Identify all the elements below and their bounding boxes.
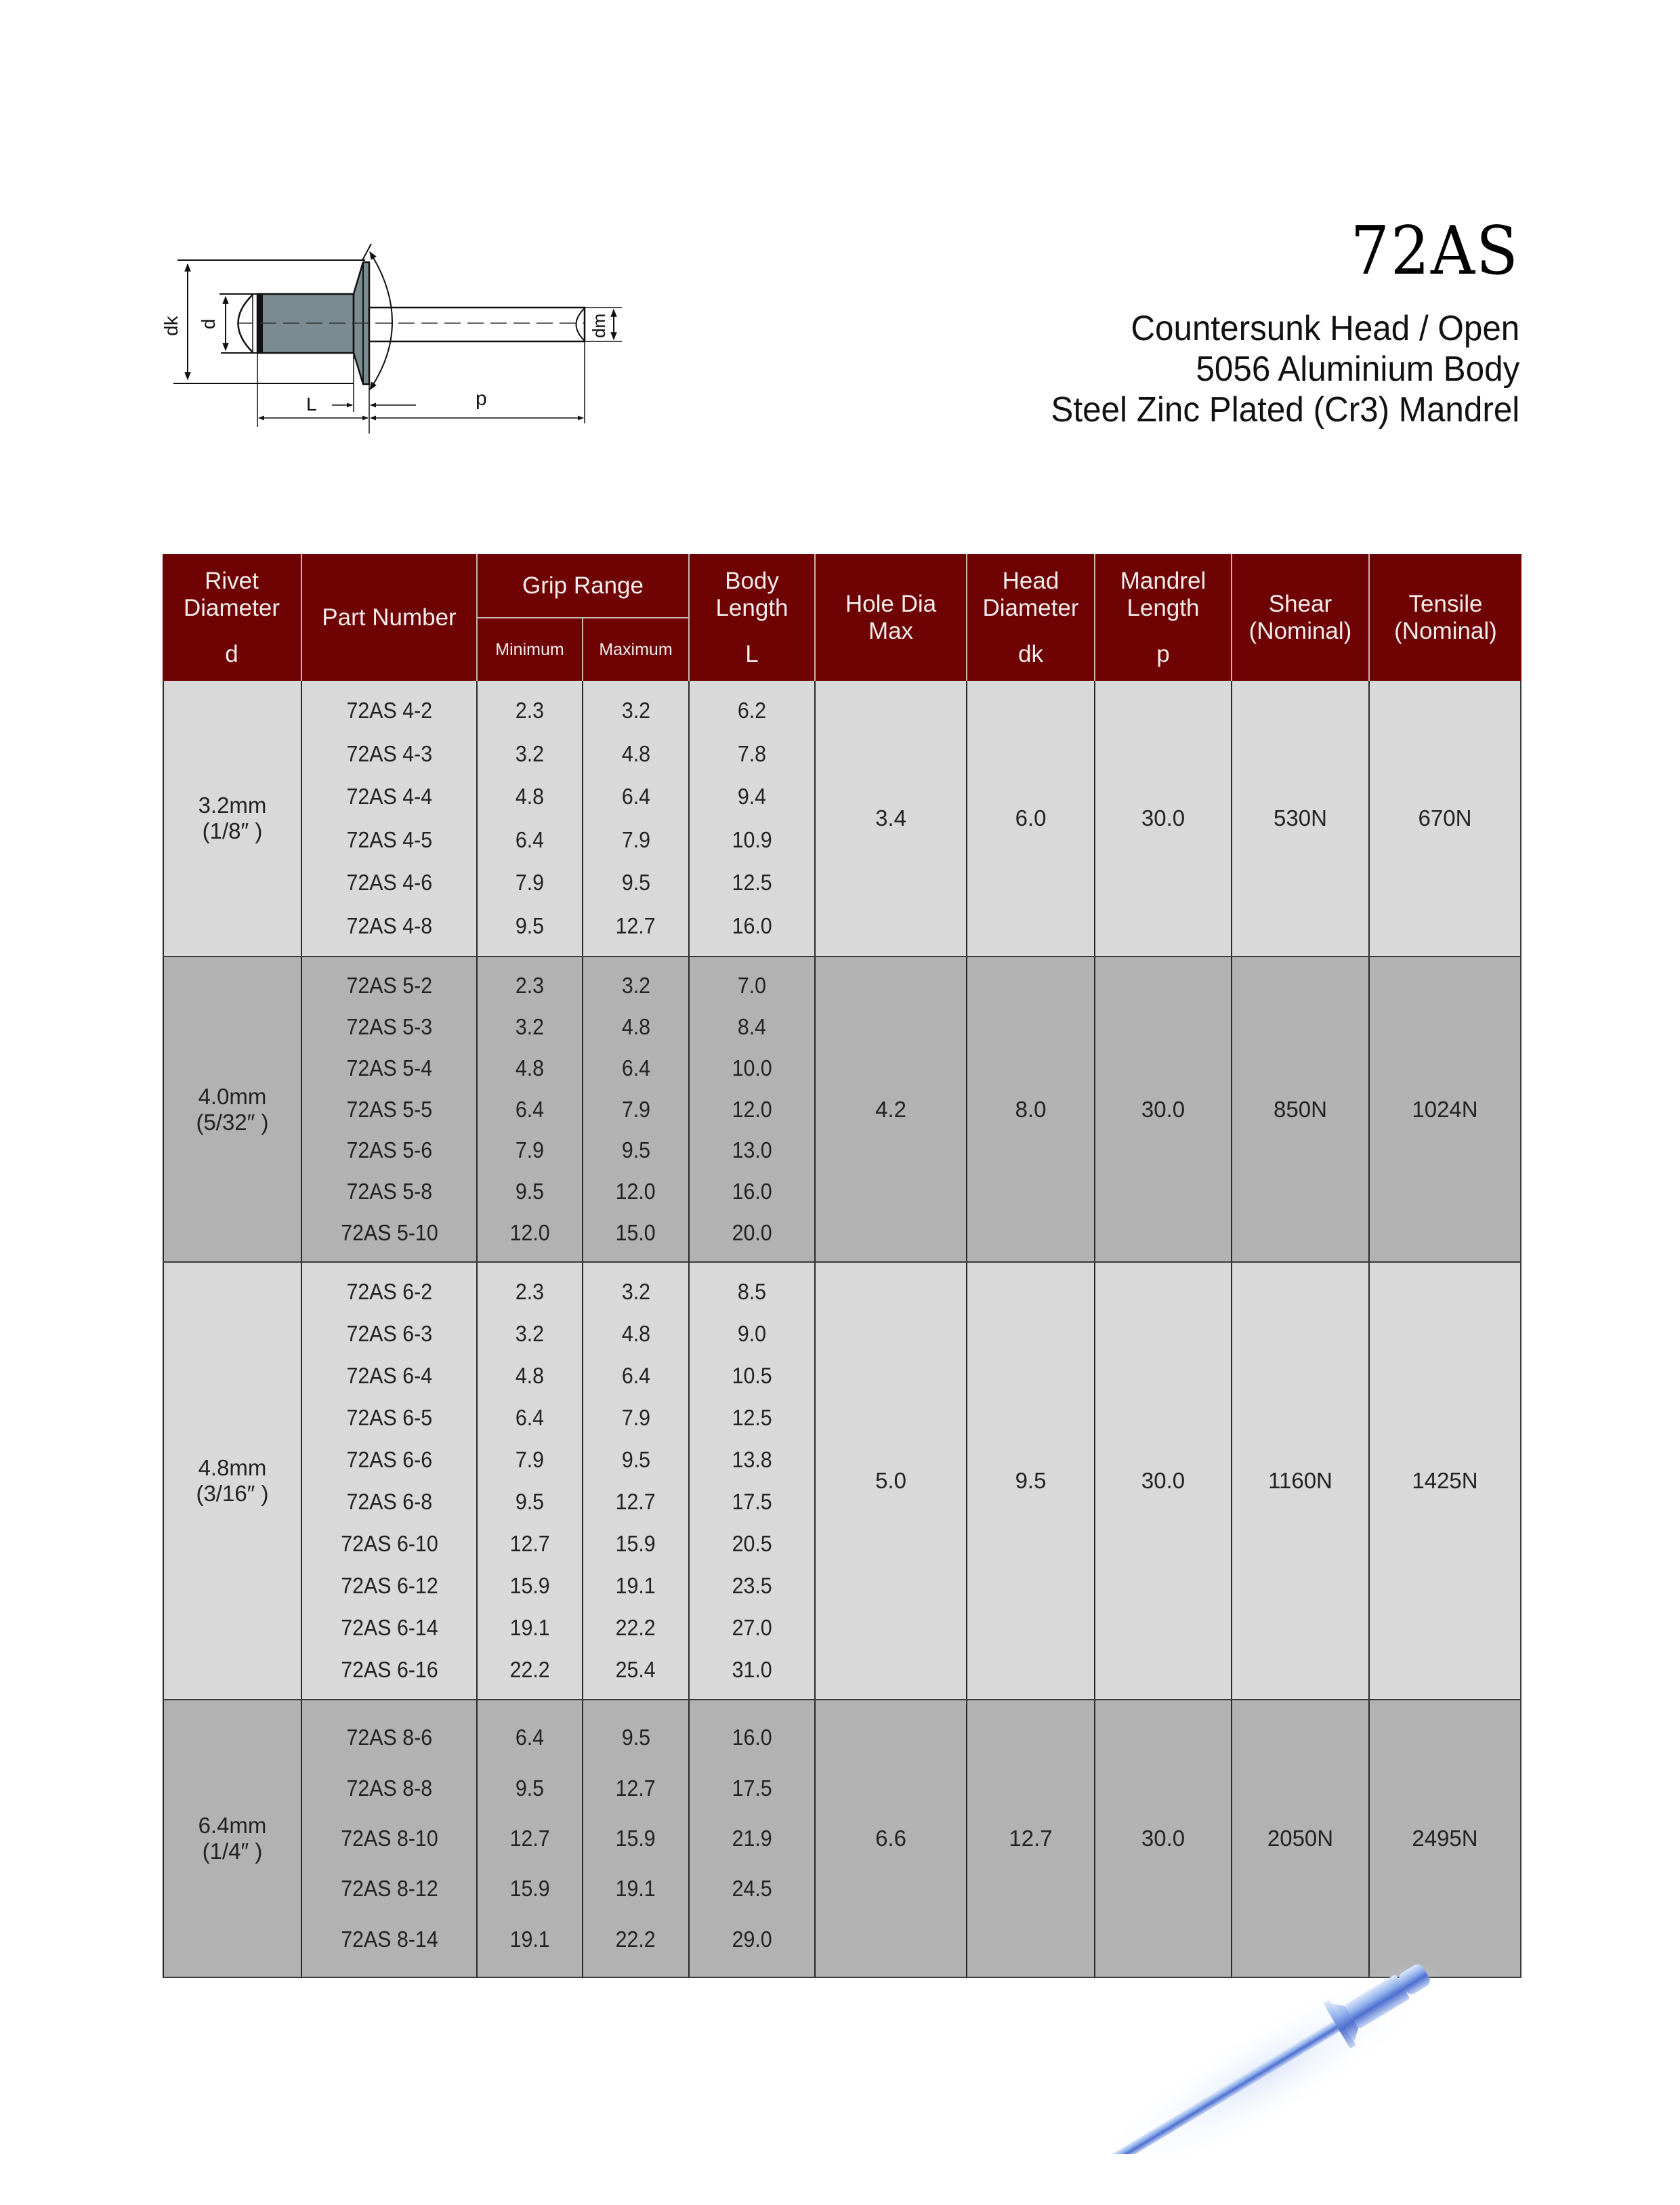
part-number: 72AS 5-10 <box>340 1220 438 1246</box>
body-length-value: 20.5 <box>732 1531 772 1556</box>
part-number: 72AS 5-6 <box>346 1137 432 1163</box>
grip-min-value: 4.8 <box>515 784 545 810</box>
body-length-value: 7.8 <box>737 740 767 766</box>
rivet-diameter-cell <box>163 681 302 956</box>
mandrel-length-value: 30.0 <box>1141 1826 1185 1851</box>
grip-max-value: 12.7 <box>615 1489 656 1514</box>
grip-min-value: 12.7 <box>509 1531 550 1556</box>
grip-min-value: 19.1 <box>509 1615 550 1640</box>
tensile-value: 1024N <box>1412 1096 1478 1122</box>
grip-max-value: 12.0 <box>615 1179 656 1204</box>
part-number: 72AS 4-3 <box>346 740 432 766</box>
header-text: Head <box>1002 567 1059 594</box>
body-length-cell <box>690 957 816 1261</box>
head-diameter-cell <box>967 1263 1095 1699</box>
grip-max-value: 7.9 <box>621 1405 650 1430</box>
grip-max-value: 3.2 <box>621 698 650 723</box>
header-body-length <box>690 554 816 681</box>
header-text: Body <box>725 567 779 594</box>
tensile-cell <box>1370 1263 1521 1699</box>
body-length-value: 17.5 <box>732 1489 772 1514</box>
rivet-diameter-cell <box>163 957 302 1261</box>
tensile-value: 2495N <box>1412 1826 1478 1851</box>
part-number: 72AS 6-10 <box>340 1531 438 1556</box>
hole-dia-value: 4.2 <box>875 1096 906 1122</box>
part-number: 72AS 5-8 <box>346 1179 432 1204</box>
grip-min-value: 4.8 <box>515 1055 545 1080</box>
body-length-value: 7.0 <box>737 972 767 998</box>
header-text: Mandrel <box>1120 567 1206 594</box>
header-text: Length <box>715 594 789 621</box>
body-length-value: 16.0 <box>732 912 772 938</box>
grip-max-value: 7.9 <box>621 826 650 852</box>
body-length-value: 12.5 <box>732 870 772 896</box>
grip-max-cell <box>583 1263 690 1699</box>
table-header <box>163 554 1521 681</box>
tensile-value: 670N <box>1418 805 1472 831</box>
subtitle-line-body-material: 5056 Aluminium Body <box>1196 350 1519 389</box>
hole-dia-value: 6.6 <box>875 1826 906 1851</box>
dm-label: dm <box>589 313 609 338</box>
diameter-mm: 6.4mm <box>198 1813 267 1838</box>
tensile-value: 1425N <box>1412 1468 1478 1493</box>
mandrel-length-cell <box>1095 1263 1232 1699</box>
header-text: Diameter <box>184 594 280 621</box>
body-length-value: 8.4 <box>737 1013 767 1039</box>
diameter-mm: 3.2mm <box>198 793 267 818</box>
tensile-cell <box>1370 957 1521 1261</box>
part-number: 72AS 8-10 <box>340 1825 438 1851</box>
body-length-value: 20.0 <box>732 1220 772 1246</box>
part-number: 72AS 5-2 <box>346 972 432 998</box>
subtitle-line-mandrel-material: Steel Zinc Plated (Cr3) Mandrel <box>1051 390 1519 429</box>
grip-max-value: 12.7 <box>615 912 656 938</box>
body-length-value: 21.9 <box>732 1825 772 1851</box>
grip-max-value: 22.2 <box>615 1926 656 1952</box>
hole-dia-cell <box>816 957 967 1261</box>
body-length-cell <box>690 1263 816 1699</box>
mandrel-length-cell <box>1095 957 1232 1261</box>
diameter-mm: 4.0mm <box>198 1083 267 1109</box>
body-length-value: 23.5 <box>732 1573 772 1598</box>
body-length-value: 13.8 <box>732 1447 772 1472</box>
grip-max-value: 15.9 <box>615 1825 656 1851</box>
body-length-value: 6.2 <box>737 698 767 723</box>
grip-min-value: 9.5 <box>515 1775 545 1801</box>
part-number: 72AS 6-5 <box>346 1405 432 1430</box>
grip-max-value: 19.1 <box>615 1876 656 1902</box>
body-length-value: 10.5 <box>732 1363 772 1388</box>
model-title: 72AS <box>1351 213 1519 290</box>
grip-min-value: 6.4 <box>515 826 545 852</box>
hole-dia-value: 5.0 <box>875 1468 906 1493</box>
grip-min-value: 2.3 <box>515 1279 545 1304</box>
grip-max-value: 6.4 <box>621 1055 650 1080</box>
head-diameter-value: 9.5 <box>1015 1468 1047 1493</box>
header-symbol: d <box>225 640 238 667</box>
grip-min-value: 12.0 <box>509 1220 550 1246</box>
grip-min-cell <box>478 681 583 956</box>
grip-min-value: 2.3 <box>515 972 545 998</box>
grip-min-value: 9.5 <box>515 912 545 938</box>
grip-min-value: 6.4 <box>515 1096 545 1122</box>
grip-max-value: 4.8 <box>621 1321 650 1346</box>
body-length-value: 9.0 <box>737 1321 767 1346</box>
body-length-value: 9.4 <box>737 784 767 810</box>
part-number: 72AS 6-8 <box>346 1489 432 1514</box>
body-length-value: 13.0 <box>732 1137 772 1163</box>
grip-min-value: 7.9 <box>515 1137 545 1163</box>
grip-min-value: 9.5 <box>515 1489 545 1514</box>
rivet-diameter-cell <box>163 1700 302 1977</box>
body-length-value: 29.0 <box>732 1926 772 1952</box>
head-diameter-value: 12.7 <box>1009 1826 1053 1851</box>
head-diameter-value: 6.0 <box>1015 805 1047 831</box>
body-length-value: 12.0 <box>732 1096 772 1122</box>
header-text: (Nominal) <box>1248 617 1352 644</box>
header-part-number <box>302 554 478 681</box>
part-number: 72AS 6-4 <box>346 1363 432 1388</box>
grip-max-value: 15.0 <box>615 1220 656 1246</box>
header-symbol: L <box>745 640 759 667</box>
body-length-value: 10.9 <box>732 826 772 852</box>
header-text: Tensile <box>1408 590 1483 617</box>
tensile-cell <box>1370 1700 1521 1977</box>
grip-max-value: 9.5 <box>621 1137 650 1163</box>
hole-dia-cell <box>816 1700 967 1977</box>
rivet-diameter-cell <box>163 1263 302 1699</box>
header-text: Part Number <box>322 604 457 631</box>
diameter-inch: (1/8″ ) <box>202 818 263 843</box>
shear-cell <box>1232 1700 1370 1977</box>
header-grip-min <box>478 618 583 681</box>
grip-min-value: 3.2 <box>515 1013 545 1039</box>
grip-min-value: 22.2 <box>509 1657 550 1682</box>
part-number: 72AS 6-6 <box>346 1447 432 1472</box>
part-number: 72AS 4-4 <box>346 784 432 810</box>
head-diameter-value: 8.0 <box>1015 1096 1047 1122</box>
grip-min-cell <box>478 1700 583 1977</box>
table-group <box>163 957 1521 1263</box>
subtitle-line-head-type: Countersunk Head / Open <box>1131 309 1519 348</box>
shear-cell <box>1232 957 1370 1261</box>
part-number: 72AS 4-8 <box>346 912 432 938</box>
shear-value: 530N <box>1274 805 1327 831</box>
product-description <box>1026 308 1519 430</box>
table-body <box>163 681 1521 1978</box>
grip-min-cell <box>478 1263 583 1699</box>
body-length-value: 17.5 <box>732 1775 772 1801</box>
grip-min-value: 2.3 <box>515 698 545 723</box>
part-number: 72AS 5-3 <box>346 1013 432 1039</box>
grip-max-cell <box>583 957 690 1261</box>
part-number: 72AS 8-8 <box>346 1775 432 1801</box>
grip-max-value: 25.4 <box>615 1657 656 1682</box>
header-tensile <box>1370 554 1521 681</box>
shear-cell <box>1232 1263 1370 1699</box>
grip-min-value: 15.9 <box>509 1573 550 1598</box>
head-diameter-cell <box>967 957 1095 1261</box>
p-label: p <box>476 387 487 410</box>
part-number: 72AS 4-2 <box>346 698 432 723</box>
body-length-cell <box>690 1700 816 1977</box>
part-number: 72AS 8-6 <box>346 1725 432 1750</box>
header-rivet-diameter <box>163 554 302 681</box>
rivet-product-image <box>1043 1951 1477 2154</box>
grip-max-value: 3.2 <box>621 972 650 998</box>
part-number: 72AS 4-5 <box>346 826 432 852</box>
grip-max-value: 9.5 <box>621 1447 650 1472</box>
table-group <box>163 1263 1521 1700</box>
header-text: Maximum <box>599 639 673 659</box>
header-grip-range <box>478 554 690 618</box>
header-text: Grip Range <box>522 572 644 599</box>
part-number: 72AS 6-16 <box>340 1657 438 1682</box>
header-head-diameter <box>967 554 1095 681</box>
grip-max-value: 7.9 <box>621 1096 650 1122</box>
header-shear <box>1232 554 1370 681</box>
body-length-value: 10.0 <box>732 1055 772 1080</box>
grip-min-value: 6.4 <box>515 1405 545 1430</box>
rivet-dimension-diagram <box>149 230 637 434</box>
grip-max-value: 4.8 <box>621 1013 650 1039</box>
header-text: Hole Dia <box>845 590 937 617</box>
part-number-cell <box>302 681 478 956</box>
tensile-cell <box>1370 681 1521 956</box>
diameter-inch: (3/16″ ) <box>196 1481 269 1506</box>
body-length-value: 24.5 <box>732 1876 772 1902</box>
grip-max-value: 6.4 <box>621 1363 650 1388</box>
header-text: Max <box>868 617 914 644</box>
shear-cell <box>1232 681 1370 956</box>
part-number: 72AS 5-5 <box>346 1096 432 1122</box>
mandrel-length-cell <box>1095 681 1232 956</box>
header-text: (Nominal) <box>1394 617 1497 644</box>
grip-min-cell <box>478 957 583 1261</box>
head-diameter-cell <box>967 1700 1095 1977</box>
grip-min-value: 3.2 <box>515 740 545 766</box>
shear-value: 2050N <box>1267 1826 1334 1851</box>
mandrel-length-value: 30.0 <box>1141 1096 1185 1122</box>
header-symbol: p <box>1156 640 1170 667</box>
grip-max-value: 15.9 <box>615 1531 656 1556</box>
grip-min-value: 19.1 <box>509 1926 550 1952</box>
dk-label: dk <box>161 316 182 336</box>
hole-dia-cell <box>816 681 967 956</box>
table-group <box>163 1700 1521 1978</box>
diameter-mm: 4.8mm <box>198 1455 267 1480</box>
header-text: Diameter <box>982 594 1079 621</box>
grip-max-value: 22.2 <box>615 1615 656 1640</box>
grip-max-value: 12.7 <box>615 1775 656 1801</box>
header-text: Length <box>1127 594 1200 621</box>
header-text: Rivet <box>205 567 259 594</box>
grip-max-value: 4.8 <box>621 740 650 766</box>
part-number: 72AS 8-14 <box>340 1926 438 1952</box>
mandrel-length-cell <box>1095 1700 1232 1977</box>
part-number: 72AS 6-3 <box>346 1321 432 1346</box>
shear-value: 1160N <box>1268 1468 1332 1493</box>
body-length-value: 16.0 <box>732 1179 772 1204</box>
header-symbol: dk <box>1018 640 1043 667</box>
part-number: 72AS 5-4 <box>346 1055 432 1080</box>
grip-min-value: 9.5 <box>515 1179 545 1204</box>
grip-max-cell <box>583 1700 690 1977</box>
hole-dia-value: 3.4 <box>875 805 906 831</box>
grip-max-value: 3.2 <box>621 1279 650 1304</box>
header-hole-dia <box>816 554 967 681</box>
hole-dia-cell <box>816 1263 967 1699</box>
body-length-value: 16.0 <box>732 1725 772 1750</box>
table-group <box>163 681 1521 957</box>
body-length-value: 31.0 <box>732 1657 772 1682</box>
diameter-inch: (1/4″ ) <box>202 1839 263 1864</box>
grip-min-value: 6.4 <box>515 1725 545 1750</box>
mandrel-length-value: 30.0 <box>1141 1468 1185 1493</box>
body-length-value: 12.5 <box>732 1405 772 1430</box>
header-mandrel-length <box>1095 554 1232 681</box>
grip-max-value: 6.4 <box>621 784 650 810</box>
shear-value: 850N <box>1274 1096 1327 1122</box>
part-number-cell <box>302 1700 478 1977</box>
header-grip-max <box>583 618 690 681</box>
grip-max-value: 9.5 <box>621 870 650 896</box>
grip-min-value: 4.8 <box>515 1363 545 1388</box>
mandrel-shaft <box>369 308 585 341</box>
part-number: 72AS 8-12 <box>340 1876 438 1902</box>
grip-min-value: 12.7 <box>509 1825 550 1851</box>
grip-max-value: 9.5 <box>621 1725 650 1750</box>
diameter-inch: (5/32″ ) <box>196 1109 269 1135</box>
grip-max-value: 19.1 <box>615 1573 656 1598</box>
grip-max-cell <box>583 681 690 956</box>
part-number-cell <box>302 1263 478 1699</box>
d-label: d <box>198 318 219 329</box>
part-number: 72AS 6-2 <box>346 1279 432 1304</box>
body-length-value: 27.0 <box>732 1615 772 1640</box>
body-length-value: 8.5 <box>737 1279 767 1304</box>
specification-table <box>163 554 1521 1978</box>
grip-min-value: 3.2 <box>515 1321 545 1346</box>
part-number: 72AS 6-12 <box>340 1573 438 1598</box>
header-text: Minimum <box>495 639 564 659</box>
header-text: Shear <box>1268 590 1332 617</box>
mandrel-length-value: 30.0 <box>1141 805 1185 831</box>
part-number-cell <box>302 957 478 1261</box>
part-number: 72AS 6-14 <box>340 1615 438 1640</box>
body-length-cell <box>690 681 816 956</box>
grip-min-value: 7.9 <box>515 870 545 896</box>
grip-min-value: 7.9 <box>515 1447 545 1472</box>
L-label: L <box>306 394 317 415</box>
part-number: 72AS 4-6 <box>346 870 432 896</box>
grip-min-value: 15.9 <box>509 1876 550 1902</box>
head-diameter-cell <box>967 681 1095 956</box>
